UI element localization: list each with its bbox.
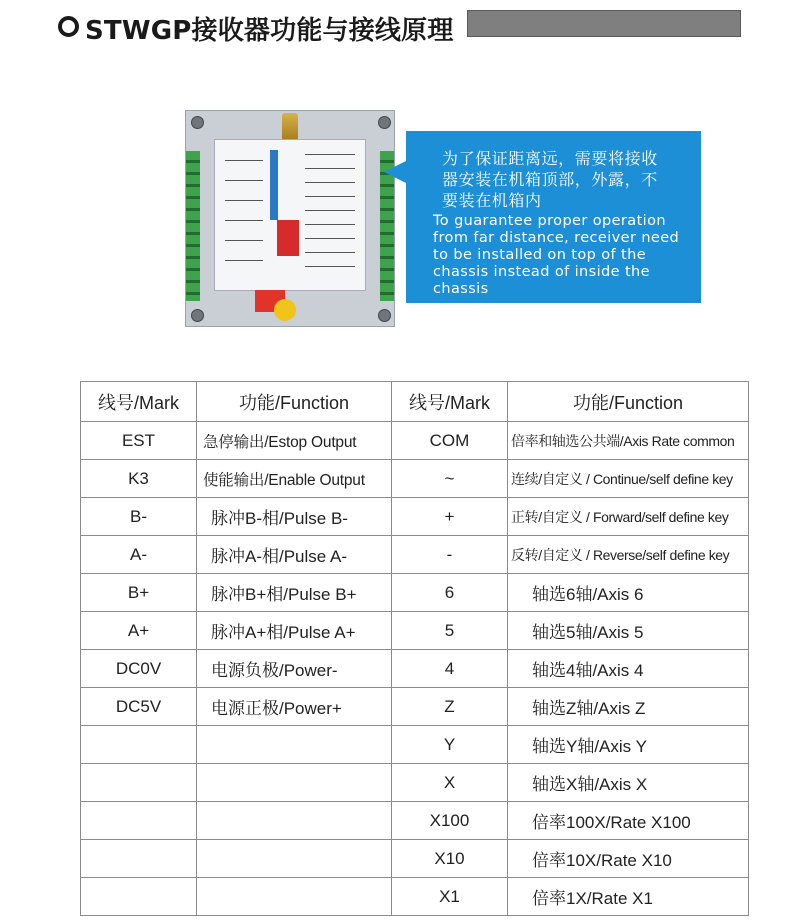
mark-cell: B- — [81, 498, 197, 536]
header-function-right: 功能/Function — [508, 382, 749, 422]
table-row — [81, 878, 749, 916]
function-cell: 脉冲A-相/Pulse A- — [197, 536, 392, 574]
callout-chinese-text: 为了保证距离远，需要将接收 器安装在机箱顶部，外露，不 要装在机箱内 — [442, 149, 658, 210]
screw-icon — [378, 309, 391, 322]
mark-cell: X100 — [392, 802, 508, 840]
installation-note-callout — [406, 131, 701, 303]
function-cell — [197, 878, 392, 916]
mark-cell — [81, 764, 197, 802]
function-cell: 正转/自定义 / Forward/self define key — [508, 498, 749, 536]
function-cell: 轴选Z轴/Axis Z — [508, 688, 749, 726]
mark-cell: 5 — [392, 612, 508, 650]
function-cell: 轴选6轴/Axis 6 — [508, 574, 749, 612]
mark-cell: COM — [392, 422, 508, 460]
mark-cell: X10 — [392, 840, 508, 878]
function-cell: 急停输出/Estop Output — [197, 422, 392, 460]
receiver-device-image — [185, 110, 395, 327]
mark-cell: Y — [392, 726, 508, 764]
header-function-left: 功能/Function — [197, 382, 392, 422]
mark-cell — [81, 840, 197, 878]
function-cell: 电源负极/Power- — [197, 650, 392, 688]
table-row — [81, 840, 749, 878]
table-row — [81, 498, 749, 536]
mark-cell: Z — [392, 688, 508, 726]
mark-cell: X — [392, 764, 508, 802]
wiring-table — [80, 381, 749, 916]
page-header — [58, 8, 748, 46]
serial-tag — [274, 299, 296, 321]
mark-cell: ~ — [392, 460, 508, 498]
mark-cell: EST — [81, 422, 197, 460]
mark-cell: 4 — [392, 650, 508, 688]
table-row — [81, 650, 749, 688]
function-cell — [197, 764, 392, 802]
function-cell: 倍率1X/Rate X1 — [508, 878, 749, 916]
function-cell: 脉冲B+相/Pulse B+ — [197, 574, 392, 612]
ring-bullet-icon — [58, 16, 79, 37]
mark-cell: X1 — [392, 878, 508, 916]
function-cell: 轴选Y轴/Axis Y — [508, 726, 749, 764]
function-cell: 使能输出/Enable Output — [197, 460, 392, 498]
function-cell: 倍率100X/Rate X100 — [508, 802, 749, 840]
mark-cell: A- — [81, 536, 197, 574]
callout-english-text: To guarantee proper operation from far distance, receiver need to be installed on top of the chassis instead of inside the chassis — [433, 213, 680, 297]
mark-cell — [81, 802, 197, 840]
table-row — [81, 574, 749, 612]
mark-cell — [81, 878, 197, 916]
mark-cell: 6 — [392, 574, 508, 612]
table-row — [81, 802, 749, 840]
screw-icon — [191, 116, 204, 129]
screw-icon — [191, 309, 204, 322]
table-row — [81, 764, 749, 802]
table-header-row — [81, 382, 749, 422]
function-cell: 连续/自定义 / Continue/self define key — [508, 460, 749, 498]
table-row — [81, 612, 749, 650]
function-cell — [197, 802, 392, 840]
function-cell: 轴选5轴/Axis 5 — [508, 612, 749, 650]
table-row — [81, 536, 749, 574]
antenna-icon — [282, 113, 298, 141]
header-mark-left: 线号/Mark — [81, 382, 197, 422]
function-cell: 轴选X轴/Axis X — [508, 764, 749, 802]
device-label-panel — [214, 139, 366, 291]
function-cell — [197, 840, 392, 878]
table-row — [81, 688, 749, 726]
table-row — [81, 422, 749, 460]
table-row — [81, 460, 749, 498]
mark-cell: DC0V — [81, 650, 197, 688]
mark-cell: B+ — [81, 574, 197, 612]
function-cell: 反转/自定义 / Reverse/self define key — [508, 536, 749, 574]
screw-icon — [378, 116, 391, 129]
function-cell: 倍率10X/Rate X10 — [508, 840, 749, 878]
title-decorative-bar — [467, 10, 741, 37]
function-cell: 脉冲B-相/Pulse B- — [197, 498, 392, 536]
mark-cell: K3 — [81, 460, 197, 498]
function-cell — [197, 726, 392, 764]
function-cell: 倍率和轴选公共端/Axis Rate common — [508, 422, 749, 460]
mark-cell — [81, 726, 197, 764]
mark-cell: + — [392, 498, 508, 536]
mark-cell: DC5V — [81, 688, 197, 726]
mark-cell: A+ — [81, 612, 197, 650]
label-blue-strip — [270, 150, 278, 220]
table-row — [81, 726, 749, 764]
header-mark-right: 线号/Mark — [392, 382, 508, 422]
function-cell: 脉冲A+相/Pulse A+ — [197, 612, 392, 650]
terminal-block-left — [186, 151, 200, 301]
brand-logo — [277, 220, 299, 256]
mark-cell: - — [392, 536, 508, 574]
function-cell: 电源正极/Power+ — [197, 688, 392, 726]
page-title: STWGP接收器功能与接线原理 — [85, 16, 454, 46]
callout-pointer — [384, 160, 408, 184]
function-cell: 轴选4轴/Axis 4 — [508, 650, 749, 688]
